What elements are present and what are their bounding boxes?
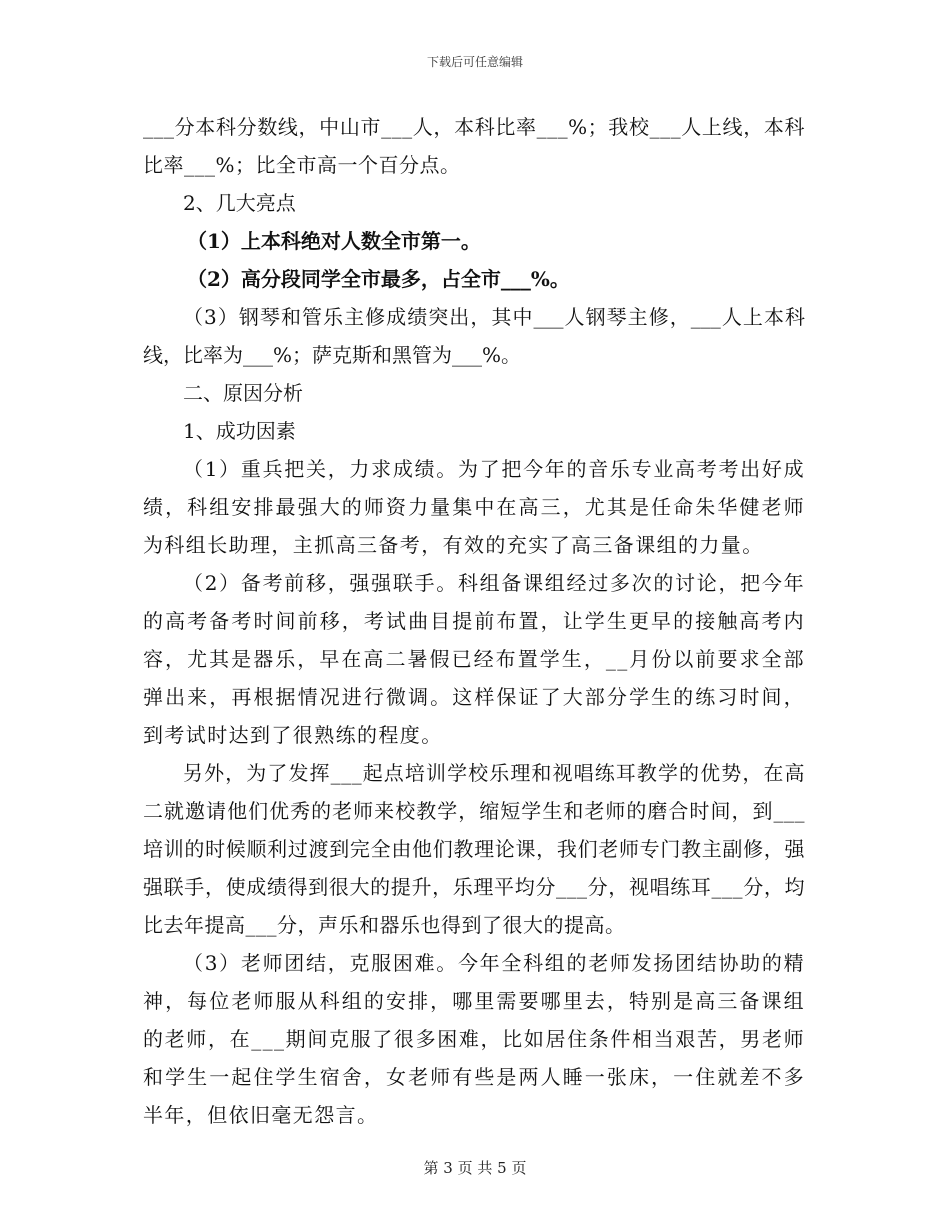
heading-success-factors: 1、成功因素: [183, 419, 296, 443]
paragraph-score-summary: ___分本科分数线，中山市___人，本科比率___%；我校___人上线，本科比率___%；比全市高一个百分点。: [143, 115, 805, 177]
heading-reason-analysis: 二、原因分析: [183, 381, 303, 405]
document-body: [143, 108, 805, 1134]
highlight-item-1: （1）上本科绝对人数全市第一。: [187, 229, 481, 253]
success-factor-2-continued: 另外，为了发挥___起点培训学校乐理和视唱练耳教学的优势，在高二就邀请他们优秀的老师来校教学，缩短学生和老师的磨合时间，到___培训的时候顺利过渡到完全由他们教理论课，我们老师专门教主副修，强强联手，使成绩得到很大的提升，乐理平均分___分，视唱练耳___分，均比去年提高___分，声乐和器乐也得到了很大的提高。: [143, 761, 805, 937]
success-factor-3: （3）老师团结，克服困难。今年全科组的老师发扬团结协助的精神，每位老师服从科组的安排，哪里需要哪里去，特别是高三备课组的老师，在___期间克服了很多困难，比如居住条件相当艰苦，男老师和学生一起住学生宿舍，女老师有些是两人睡一张床，一住就差不多半年，但依旧毫无怨言。: [143, 951, 805, 1127]
highlight-item-3: （3）钢琴和管乐主修成绩突出，其中___人钢琴主修，___人上本科线，比率为___%；萨克斯和黑管为___%。: [143, 305, 805, 367]
success-factor-2: （2）备考前移，强强联手。科组备课组经过多次的讨论，把今年的高考备考时间前移，考试曲目提前布置，让学生更早的接触高考内容，尤其是器乐，早在高二暑假已经布置学生，__月份以前要求全部弹出来，再根据情况进行微调。这样保证了大部分学生的练习时间，到考试时达到了很熟练的程度。: [143, 571, 805, 747]
page-footer: 第 3 页 共 5 页: [423, 1159, 527, 1177]
heading-highlights: 2、几大亮点: [183, 191, 296, 215]
page-header: 下载后可任意编辑: [426, 55, 523, 69]
success-factor-1: （1）重兵把关，力求成绩。为了把今年的音乐专业高考考出好成绩，科组安排最强大的师资力量集中在高三，尤其是任命朱华健老师为科组长助理，主抓高三备考，有效的充实了高三备课组的力量。: [143, 457, 805, 557]
highlight-item-2: （2）高分段同学全市最多，占全市___%。: [187, 267, 570, 291]
